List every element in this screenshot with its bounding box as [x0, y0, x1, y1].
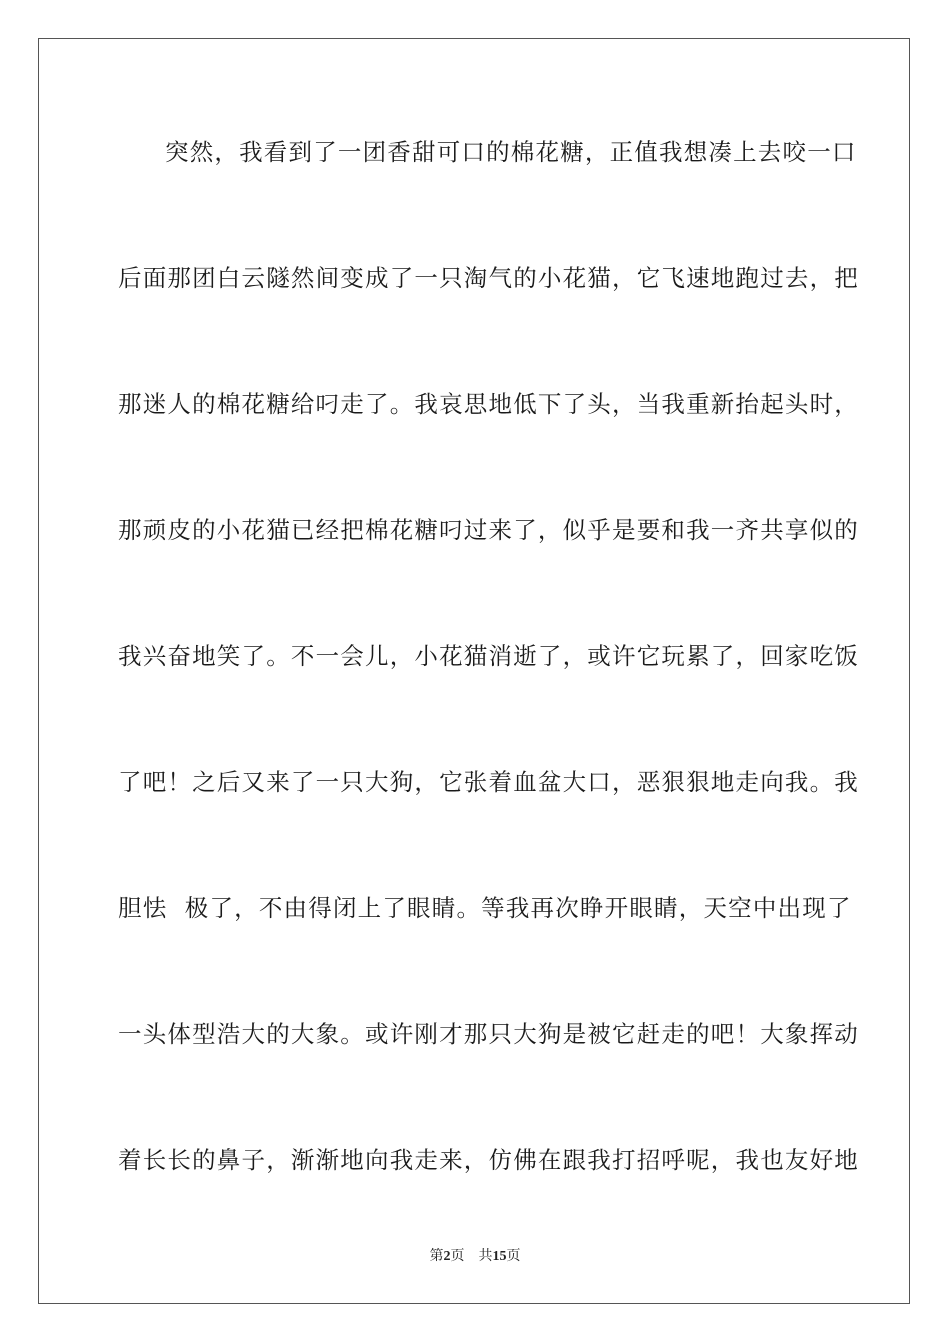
text-line-9: 着长长的鼻子，渐渐地向我走来，仿佛在跟我打招呼呢，我也友好地 — [118, 1146, 859, 1174]
total-prefix: 共 — [478, 1248, 493, 1264]
total-suffix: 页 — [506, 1248, 521, 1264]
text-line-2: 后面那团白云隧然间变成了一只淘气的小花猫，它飞速地跑过去，把 — [118, 264, 859, 292]
page-footer — [0, 1246, 950, 1267]
total-pages-number: 15 — [492, 1249, 507, 1264]
text-line-7: 胆怯 极了，不由得闭上了眼睛。等我再次睁开眼睛，天空中出现了 — [118, 894, 852, 922]
current-page-number: 2 — [443, 1249, 451, 1264]
document-body — [118, 120, 859, 1254]
text-line-1: 突然，我看到了一团香甜可口的棉花糖，正值我想凑上去咬一口 — [165, 138, 857, 166]
text-line-5: 我兴奋地笑了。不一会儿，小花猫消逝了，或许它玩累了，回家吃饭 — [118, 642, 859, 670]
text-line-8: 一头体型浩大的大象。或许刚才那只大狗是被它赶走的吧！大象挥动 — [118, 1020, 859, 1048]
text-line-3: 那迷人的棉花糖给叼走了。我哀思地低下了头，当我重新抬起头时， — [118, 390, 859, 418]
page-suffix: 页 — [450, 1248, 465, 1264]
page-prefix: 第 — [429, 1248, 444, 1264]
text-line-4: 那顽皮的小花猫已经把棉花糖叼过来了，似乎是要和我一齐共享似的 — [118, 516, 859, 544]
text-line-6: 了吧！之后又来了一只大狗，它张着血盆大口，恶狠狠地走向我。我 — [118, 768, 859, 796]
